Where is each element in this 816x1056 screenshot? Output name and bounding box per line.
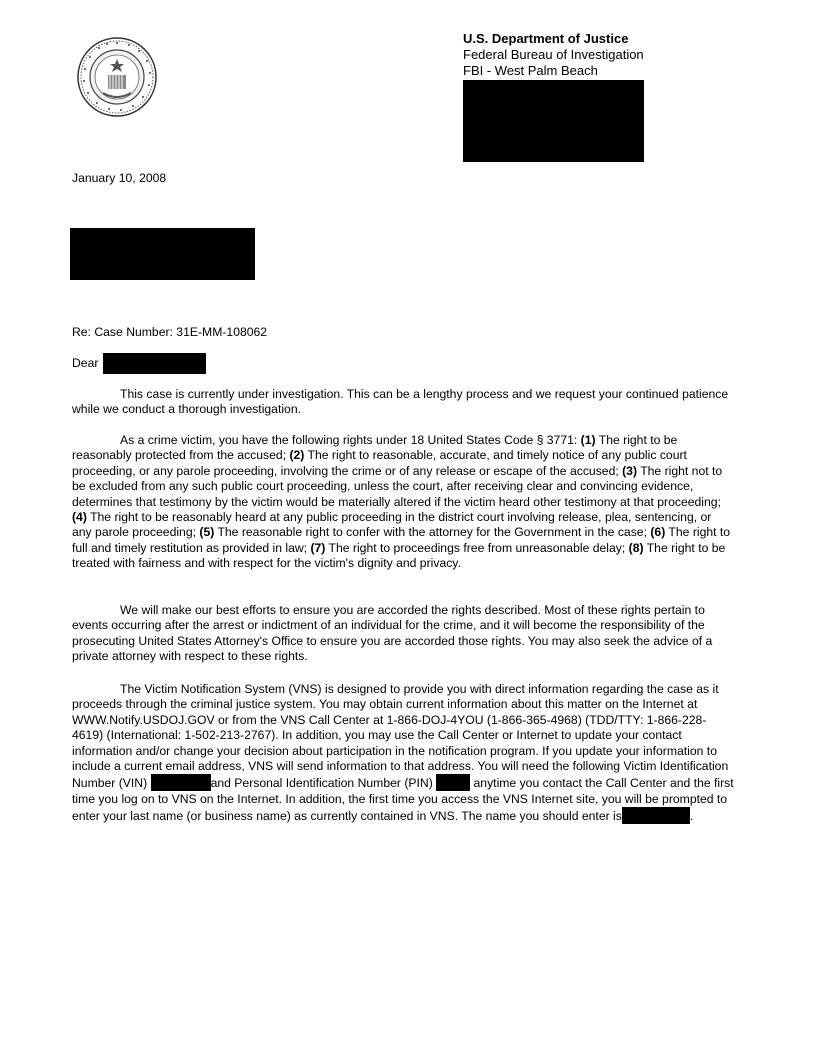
paragraph-1: This case is currently under investigation. This can be a lengthy process and we request your continued patience while we conduct a thorough investigation. bbox=[72, 387, 729, 417]
right-number: (2) bbox=[289, 448, 305, 463]
redacted-recipient-name bbox=[103, 353, 206, 374]
right-number: (5) bbox=[199, 525, 215, 540]
vns-text-part-3: anytime you contact the Call Center and the first time you log on to VNS on the Internet. In addition, the first time you access the VNS Internet site, you will be prompted to enter your last name (or business name) as currently contained in VNS. The name you should enter is bbox=[72, 776, 734, 824]
right-text: As a crime victim, you have the following rights under 18 United States Code § 3771: bbox=[120, 433, 581, 447]
right-text: The right not to be excluded from any such public court proceeding, unless the court, after receiving clear and convincing evidence, determines that testimony by the victim would be materially altered if the victim heard other testimony at that proceeding; bbox=[72, 463, 723, 509]
paragraph-2-victim-rights bbox=[72, 433, 732, 572]
paragraph-3: We will make our best efforts to ensure you are accorded the rights described. Most of these rights pertain to events occurring after the arrest or indictment of an individual for the crime, and it will become the responsibility of the prosecuting United States Attorney's Office to ensure you are accorded those rights. You may also seek the advice of a private attorney with respect to these rights. bbox=[72, 603, 713, 664]
right-text: The right to be reasonably heard at any public proceeding in the district court involving release, plea, sentencing, or any parole proceeding; bbox=[72, 510, 712, 540]
salutation bbox=[72, 356, 98, 371]
department-name: U.S. Department of Justice bbox=[463, 31, 629, 46]
right-text: The right to be reasonably protected from the accused; bbox=[72, 433, 678, 463]
vns-text-part-1: The Victim Notification System (VNS) is designed to provide you with direct information regarding the case as it proceeds through the criminal justice system. You may obtain current information about this matter on the Internet at WWW.Notify.USDOJ.GOV or from the VNS Call Center at 1-866-DOJ-4YOU (1-866-365-4968) (TDD/TTY: 1-866-228-4619) (International: 1-502-213-2767). In addition, you may use the Call Center or Internet to update your contact information and/or change your decision about participation in the notification program. If you update your information to include a current email address, VNS will send information to that address. You will need the following Victim Identification Number (VIN) bbox=[72, 682, 729, 791]
right-number: (8) bbox=[628, 540, 644, 555]
right-text: The right to be treated with fairness and with respect for the victim's dignity and privacy. bbox=[72, 540, 726, 571]
office-name: FBI - West Palm Beach bbox=[463, 63, 598, 78]
fbi-seal-icon bbox=[77, 37, 157, 117]
right-text: The right to full and timely restitution as provided in law; bbox=[72, 525, 731, 555]
bureau-name: Federal Bureau of Investigation bbox=[463, 47, 644, 62]
redacted-vin bbox=[151, 774, 211, 791]
right-number: (3) bbox=[622, 463, 638, 478]
salutation-text: Dear bbox=[72, 356, 99, 370]
right-text: The reasonable right to confer with the attorney for the Government in the case; bbox=[214, 525, 651, 540]
right-number: (1) bbox=[580, 433, 596, 447]
letter-date: January 10, 2008 bbox=[72, 171, 167, 185]
right-text: The right to proceedings free from unreasonable delay; bbox=[325, 540, 629, 555]
redacted-name bbox=[622, 807, 690, 824]
right-number: (4) bbox=[72, 510, 87, 525]
right-text: The right to reasonable, accurate, and timely notice of any public court proceeding, or any parole proceeding, involving the crime or of any release or escape of the accused; bbox=[72, 448, 687, 478]
redacted-address-block bbox=[463, 80, 644, 162]
paragraph-4-vns bbox=[72, 682, 737, 825]
case-number-line: Re: Case Number: 31E-MM-108062 bbox=[72, 325, 268, 339]
redacted-recipient-block bbox=[70, 228, 255, 280]
right-number: (7) bbox=[310, 540, 326, 555]
vns-text-part-4: . bbox=[689, 809, 694, 824]
right-number: (6) bbox=[650, 525, 666, 540]
redacted-pin bbox=[436, 774, 470, 791]
vns-text-part-2: and Personal Identification Number (PIN) bbox=[210, 776, 437, 791]
agency-block bbox=[463, 31, 644, 79]
